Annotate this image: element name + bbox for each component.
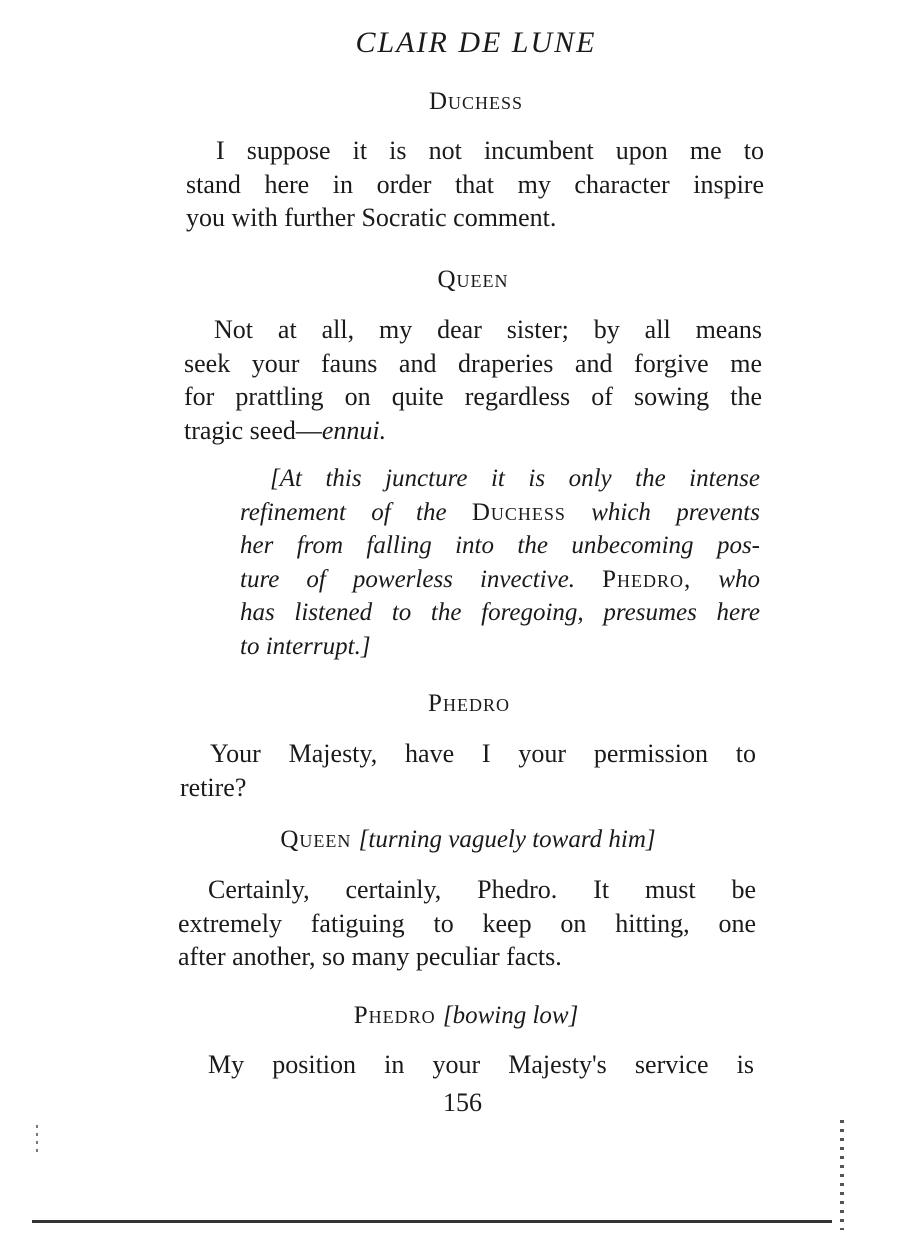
page-bottom-rule [32, 1220, 832, 1223]
speaker-queen-direction: Queen [turning vaguely toward him] [280, 826, 656, 853]
speech-line: after another, so many peculiar facts. [178, 942, 562, 971]
speech-queen [184, 313, 762, 447]
speech-phedro-2 [178, 1048, 754, 1082]
speech-line: Certainly, certainly, Phedro. It must be [208, 875, 756, 904]
speaker-phedro: Phedro [428, 690, 510, 717]
speech-line: My position in your Majesty's service is [208, 1050, 754, 1079]
speech-line: Your Majesty, have I your permission to [210, 739, 756, 768]
stage-line: ture of powerless invective. Phedro, who [240, 565, 760, 593]
speech-line: Not at all, my dear sister; by all means [214, 315, 762, 344]
stage-line: to interrupt.] [240, 632, 371, 660]
speech-line: seek your fauns and draperies and forgive me [184, 348, 762, 378]
speech-duchess [186, 134, 764, 235]
speech-line: tragic seed—ennui. [184, 415, 387, 445]
speech-line: you with further Socratic comment. [186, 203, 557, 232]
stage-line: her from falling into the unbecoming pos- [240, 532, 760, 559]
speech-queen-2 [178, 873, 756, 974]
speech-line: for prattling on quite regardless of sowing the [184, 382, 762, 411]
speaker-duchess: Duchess [428, 88, 524, 115]
stage-line: [At this juncture it is only the intense [270, 465, 760, 492]
speech-line: stand here in order that my character inspire [186, 169, 764, 199]
page-number: 156 [443, 1088, 482, 1117]
stage-line: has listened to the foregoing, presumes here [240, 599, 760, 626]
speech-phedro [180, 737, 756, 804]
scan-edge-marks [840, 1120, 844, 1230]
speaker-phedro-direction: Phedro [bowing low] [353, 1002, 579, 1029]
stage-line: refinement of the Duchess which prevents [240, 498, 760, 526]
speech-line: extremely fatiguing to keep on hitting, one [178, 908, 756, 938]
running-title: CLAIR DE LUNE [355, 26, 597, 59]
stage-direction [240, 462, 760, 663]
speech-line: I suppose it is not incumbent upon me to [216, 136, 764, 165]
scan-edge-marks-left [36, 1125, 38, 1155]
speech-line: retire? [180, 772, 247, 802]
speaker-queen: Queen [437, 266, 509, 293]
